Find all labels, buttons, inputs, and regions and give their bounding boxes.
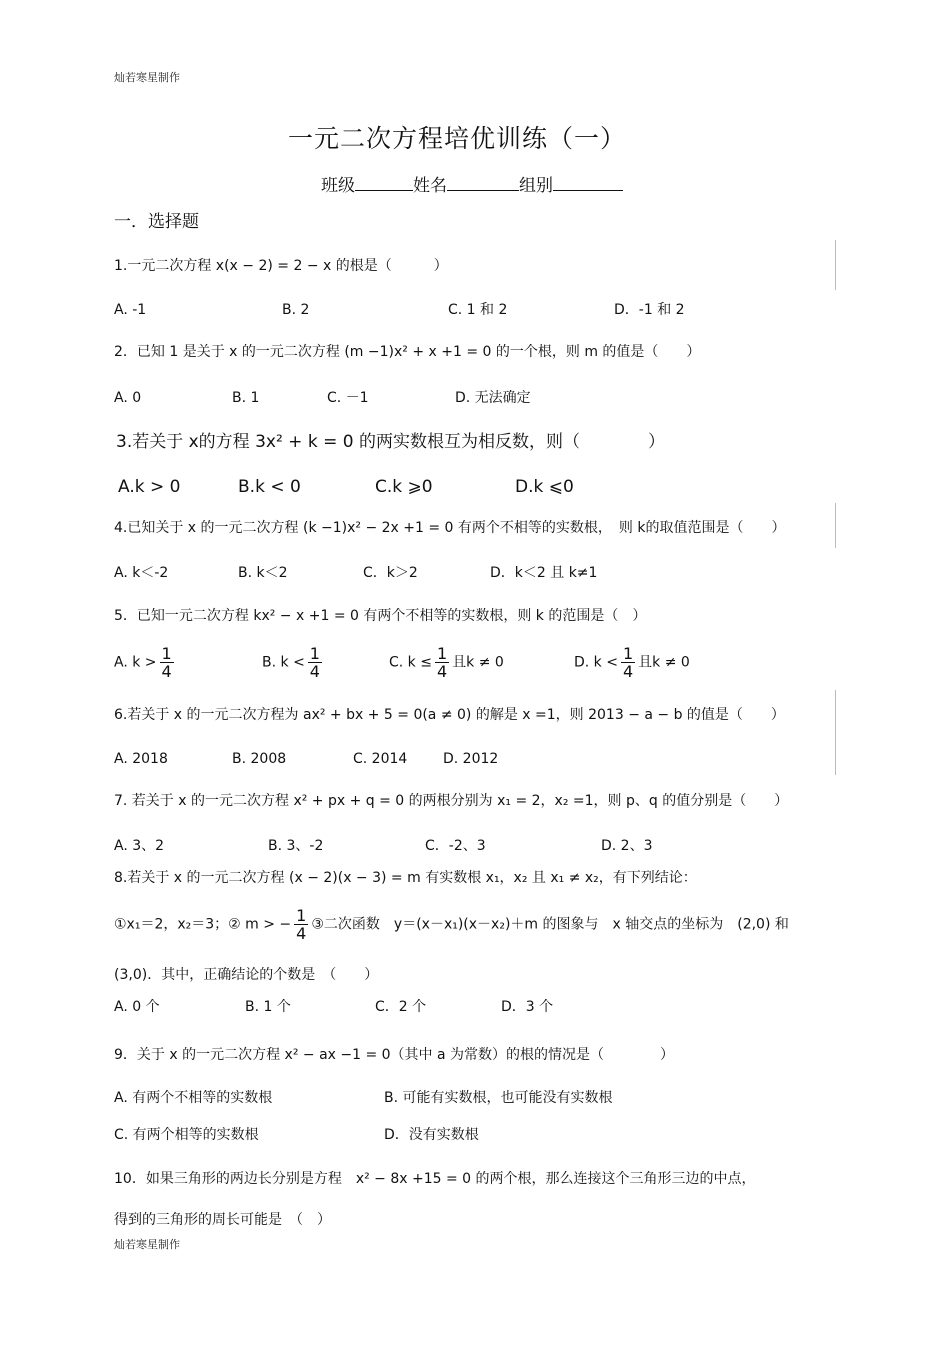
group-label: 组别 — [519, 176, 553, 196]
q5-b-prefix: B. k < — [262, 654, 305, 671]
q5-d-prefix: D. k < — [574, 654, 618, 671]
conclusion-1-2: ①x₁＝2，x₂＝3；② m > − — [114, 916, 292, 933]
group-blank — [553, 174, 623, 191]
q6-option-b: B. 2008 — [232, 751, 287, 767]
page-title: 一元二次方程培优训练（一） — [288, 124, 627, 153]
q7-option-c: C．-2、3 — [425, 838, 486, 854]
q8-option-b: B. 1 个 — [245, 999, 291, 1015]
question-6-stem: 6.若关于 x 的一元二次方程为 ax² + bx + 5 = 0(a ≠ 0) 的解是 x =1，则 2013 − a − b 的值是（ ） — [114, 707, 785, 723]
question-10-line2: 得到的三角形的周长可能是 （ ） — [114, 1212, 331, 1228]
q3-option-b: B.k < 0 — [238, 477, 301, 497]
q5-c-prefix: C. k ≤ — [389, 654, 432, 671]
q7-option-a: A. 3、2 — [114, 838, 165, 854]
question-8-stem: 8.若关于 x 的一元二次方程 (x − 2)(x − 3) = m 有实数根 x₁，x₂ 且 x₁ ≠ x₂，有下列结论： — [114, 870, 697, 886]
name-label: 姓名 — [413, 176, 447, 196]
question-5-stem: 5．已知一元二次方程 kx² − x +1 = 0 有两个不相等的实数根，则 k 的范围是（ ） — [114, 608, 647, 624]
q4-option-a: A. k＜-2 — [114, 565, 169, 581]
q9-option-d: D．没有实数根 — [384, 1127, 479, 1143]
numerator: 1 — [296, 906, 307, 925]
section-heading: 一．选择题 — [114, 212, 199, 232]
q6-option-c: C. 2014 — [353, 751, 408, 767]
q2-option-d: D. 无法确定 — [455, 390, 531, 406]
q5-option-a — [114, 645, 177, 680]
question-8-conclusions — [114, 907, 789, 942]
q9-option-c: C. 有两个相等的实数根 — [114, 1127, 259, 1143]
margin-rule — [835, 690, 836, 775]
q1-option-c: C. 1 和 2 — [448, 302, 508, 318]
numerator: 1 — [436, 644, 448, 663]
question-4-stem: 4.已知关于 x 的一元二次方程 (k −1)x² − 2x +1 = 0 有两个不相等的实数根， 则 k的取值范围是（ ） — [114, 520, 786, 536]
student-info — [321, 174, 623, 197]
fraction — [621, 645, 635, 680]
q8-option-d: D．3 个 — [501, 999, 554, 1015]
q6-option-a: A. 2018 — [114, 751, 168, 767]
fraction — [294, 907, 308, 942]
q1-option-d: D．-1 和 2 — [614, 302, 685, 318]
q9-option-b: B. 可能有实数根，也可能没有实数根 — [384, 1090, 613, 1106]
footer-note: 灿若寒星制作 — [114, 1238, 180, 1251]
numerator: 1 — [161, 644, 172, 663]
q3-option-c: C.k ⩾0 — [375, 477, 433, 497]
q4-option-c: C．k＞2 — [363, 565, 418, 581]
question-3-stem: 3.若关于 x的方程 3x² + k = 0 的两实数根互为相反数，则（ ） — [116, 432, 665, 452]
fraction — [160, 645, 174, 680]
question-10-stem: 10．如果三角形的两边长分别是方程 x² − 8x +15 = 0 的两个根，那么连接这个三角形三边的中点， — [114, 1171, 756, 1187]
margin-rule — [835, 240, 836, 290]
q2-option-c: C. －1 — [327, 390, 369, 406]
denominator: 4 — [309, 662, 320, 681]
q9-option-a: A. 有两个不相等的实数根 — [114, 1090, 273, 1106]
q5-option-b — [262, 645, 325, 680]
q5-c-suffix: 且k ≠ 0 — [452, 654, 504, 671]
q8-option-a: A. 0 个 — [114, 999, 160, 1015]
q3-option-a: A.k > 0 — [118, 477, 181, 497]
question-7-stem: 7. 若关于 x 的一元二次方程 x² + px + q = 0 的两根分别为 x₁ = 2，x₂ =1，则 p、q 的值分别是（ ） — [114, 793, 789, 809]
q8-option-c: C．2 个 — [375, 999, 427, 1015]
numerator: 1 — [309, 644, 320, 663]
denominator: 4 — [296, 924, 307, 943]
question-2-stem: 2．已知 1 是关于 x 的一元二次方程 (m −1)x² + x +1 = 0 的一个根，则 m 的值是（ ） — [114, 344, 701, 360]
question-1-stem: 1.一元二次方程 x(x − 2) = 2 − x 的根是（ ） — [114, 258, 448, 274]
class-label: 班级 — [321, 176, 355, 196]
q4-option-d: D．k＜2 且 k≠1 — [490, 565, 598, 581]
fraction — [435, 645, 449, 680]
q7-option-d: D. 2、3 — [601, 838, 653, 854]
q5-a-prefix: A. k > — [114, 654, 157, 671]
q4-option-b: B. k＜2 — [238, 565, 288, 581]
question-8-line3: (3,0)．其中，正确结论的个数是 （ ） — [114, 967, 379, 983]
q5-d-suffix: 且k ≠ 0 — [638, 654, 690, 671]
q6-option-d: D. 2012 — [443, 751, 499, 767]
denominator: 4 — [436, 662, 448, 681]
denominator: 4 — [161, 662, 172, 681]
conclusion-3: ③二次函数 y＝(x－x₁)(x－x₂)＋m 的图象与 x 轴交点的坐标为 (2,0) 和 — [311, 916, 789, 933]
denominator: 4 — [622, 662, 634, 681]
q2-option-b: B. 1 — [232, 390, 260, 406]
q7-option-b: B. 3、-2 — [268, 838, 324, 854]
name-blank — [447, 174, 519, 191]
q2-option-a: A. 0 — [114, 390, 142, 406]
q1-option-b: B. 2 — [282, 302, 310, 318]
fraction — [308, 645, 322, 680]
q3-option-d: D.k ⩽0 — [515, 477, 574, 497]
header-note: 灿若寒星制作 — [114, 71, 180, 84]
q5-option-c — [389, 645, 504, 680]
q1-option-a: A. -1 — [114, 302, 147, 318]
class-blank — [355, 174, 413, 191]
numerator: 1 — [622, 644, 634, 663]
margin-rule — [835, 503, 836, 548]
question-9-stem: 9．关于 x 的一元二次方程 x² − ax −1 = 0（其中 a 为常数）的根的情况是（ ） — [114, 1047, 675, 1063]
q5-option-d — [574, 645, 690, 680]
